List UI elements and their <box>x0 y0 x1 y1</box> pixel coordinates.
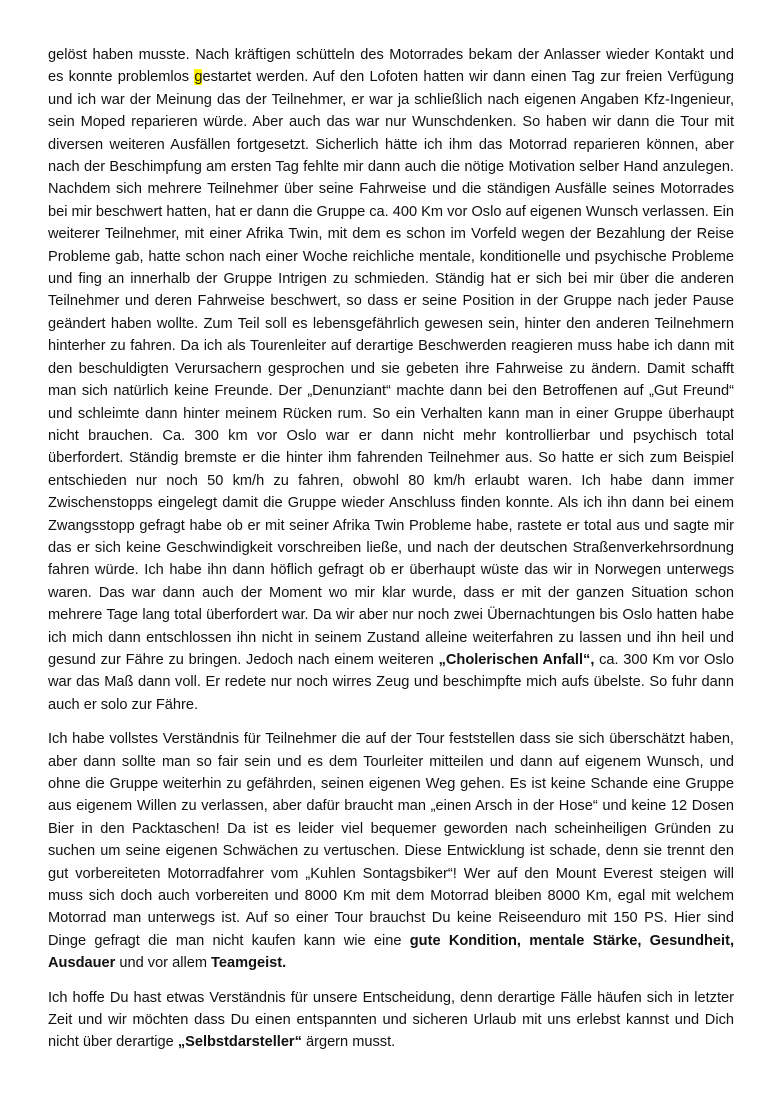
bold-phrase: gute Kondition, mentale Stärke, Gesundheit, Ausdauer <box>48 932 734 972</box>
bold-phrase: „Cholerischen Anfall“, <box>438 651 595 668</box>
paragraph-3 <box>48 987 734 1054</box>
highlighted-letter: g <box>194 69 203 86</box>
text-run: estartet werden. Auf den Lofoten hatten wir dann einen Tag zur freien Verfügung und ich war der Meinung das der Teilnehmer, er war ja schließlich nach eigenen Angaben Kfz-Ingenieur, sein Moped reparieren würde. Aber auch das war nur Wunschdenken. So haben wir dann die Tour mit diversen weiteren Ausfällen fortgesetzt. Sicherlich hätte ich ihm das Motorrad reparieren können, aber nach der Beschimpfung am ersten Tag fehlte mir dann auch die nötige Motivation selber Hand anzulegen. Nachdem sich mehrere Teilnehmer über seine Fahrweise und die ständigen Ausfälle seines Motorrades bei mir beschwert hatten, hat er dann die Gruppe ca. 400 Km vor Oslo auf eigenen Wunsch verlassen. Ein weiterer Teilnehmer, mit einer Afrika Twin, mit dem es schon im Vorfeld wegen der Bezahlung der Reise Probleme gab, hatte schon nach einer Woche reichliche mentale, konditionelle und psychische Probleme und fing an innerhalb der Gruppe Intrigen zu schmieden. Ständig hat er sich bei mir über die anderen Teilnehmer und deren Fahrweise beschwert, so dass er seine Position in der Gruppe nach jeder Pause geändert haben wollte. Zum Teil soll es lebensgefährlich gewesen sein, hinter den anderen Teilnehmern hinterher zu fahren. Da ich als Tourenleiter auf derartige Beschwerden reagieren muss habe ich dann mit den beschuldigten Verursachern gesprochen und sie gebeten ihre Fahrweise zu ändern. Damit schafft man sich natürlich keine Freunde. Der „Denunziant“ machte dann bei den Betroffenen auf „Gut Freund“ und schleimte dann hinter meinem Rücken rum. So ein Verhalten kann man in einer Gruppe überhaupt nicht brauchen. Ca. 300 km vor Oslo war er dann nicht mehr kontrollierbar und psychisch total überfordert. Ständig bremste er die hinter ihm fahrenden Teilnehmer aus. So hatte er sich zum Beispiel entschieden nur noch 50 km/h zu fahren, obwohl 80 km/h erlaubt waren. Ich habe dann immer Zwischenstopps eingelegt damit die Gruppe wieder Anschluss finden konnte. Als ich ihn dann bei einem Zwangsstopp gefragt habe ob er mit seiner Afrika Twin Probleme habe, rastete er total aus und sagte mir das er sich keine Geschwindigkeit vorschreiben ließe, und nach der deutschen Straßenverkehrsordnung fahren würde. Ich habe ihn dann höflich gefragt ob er überhaupt wüste das wir in Norwegen unterwegs waren. Das war dann auch der Moment wo mir klar wurde, dass er mit der ganzen Situation schon mehrere Tage lang total überfordert war. Da wir aber nur noch zwei Übernachtungen bis Oslo hatten habe ich mich dann entschlossen ihn nicht in seinem Zustand alleine weiterfahren zu lassen und ihn heil und gesund zur Fähre zu bringen. Jedoch nach einem weiteren <box>48 69 735 668</box>
text-run: und vor allem <box>115 955 212 972</box>
text-run: ärgern musst. <box>301 1034 396 1051</box>
paragraph-2 <box>48 728 734 974</box>
text-run: Ich habe vollstes Verständnis für Teilnehmer die auf der Tour feststellen dass sie sich überschätzt haben, aber dann sollte man so fair sein und es dem Tourleiter mitteilen und dann auf eigenem Wunsch, und ohne die Gruppe weiterhin zu gefährden, seinen eigenen Weg gehen. Es ist keine Schande eine Gruppe aus eigenem Willen zu verlassen, aber dafür braucht man „einen Arsch in der Hose“ und keine 12 Dosen Bier in den Packtaschen! Da ist es leider viel bequemer geworden nach scheinheiligen Gründen zu suchen um seine eigenen Schwächen zu vertuschen. Diese Entwicklung ist schade, denn sie trennt den gut vorbereiteten Motorradfahrer vom „Kuhlen Sontagsbiker“! Wer auf den Mount Everest steigen will muss sich doch auch vorbereiten und 8000 Km mit dem Motorrad bleiben 8000 Km, egal mit welchem Motorrad man unterwegs ist. Auf so einer Tour brauchst Du keine Reiseenduro mit 150 PS. Hier sind Dinge gefragt die man nicht kaufen kann wie eine <box>48 731 734 949</box>
paragraph-1 <box>48 44 734 716</box>
text-run: gelöst haben musste. Nach kräftigen schütteln des Motorrades bekam der Anlasser wieder Kontakt und es konnte problemlos <box>48 47 734 86</box>
bold-phrase: Teamgeist. <box>211 955 287 972</box>
text-run: Ich hoffe Du hast etwas Verständnis für unsere Entscheidung, denn derartige Fälle häufen sich in letzter Zeit und wir möchten dass Du einen entspannten und sicheren Urlaub mit uns erlebst kannst und Dich nicht über derartige <box>48 989 734 1051</box>
text-run: ca. 300 Km vor Oslo war das Maß dann voll. Er redete nur noch wirres Zeug und beschimpfte mich aufs übelste. So fuhr dann auch er solo zur Fähre. <box>48 651 734 713</box>
document-page <box>48 44 734 1066</box>
bold-phrase: „Selbstdarsteller“ <box>177 1034 302 1051</box>
